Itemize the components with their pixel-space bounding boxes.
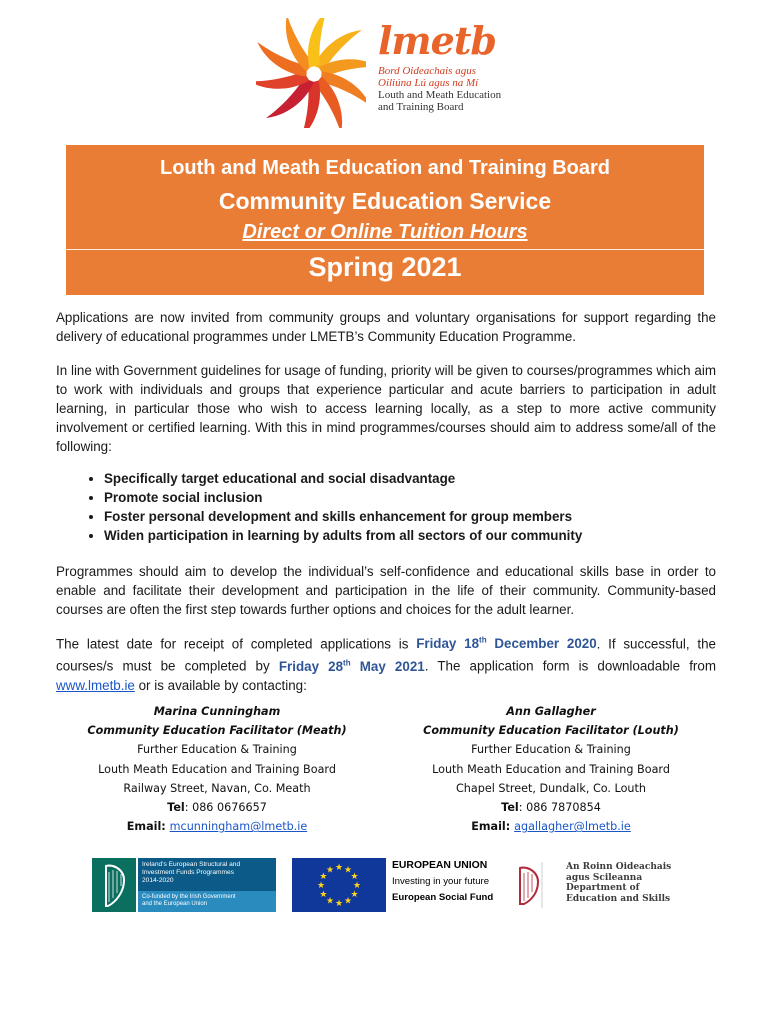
banner-divider bbox=[66, 249, 704, 250]
star-icon: ★ bbox=[319, 889, 328, 899]
contact-department: Further Education & Training bbox=[137, 743, 297, 757]
sunburst-icon bbox=[256, 18, 366, 128]
title-banner bbox=[66, 145, 704, 295]
star-icon: ★ bbox=[343, 864, 353, 875]
contact-organisation: Louth Meath Education and Training Board bbox=[432, 762, 670, 776]
esif-cofunded-text: Co-funded by the Irish Government and the European Union bbox=[138, 891, 276, 912]
contact-email: Email: mcunningham@lmetb.ie bbox=[126, 820, 308, 834]
banner-service: Community Education Service bbox=[218, 188, 552, 214]
lmetb-logo bbox=[256, 18, 526, 128]
logo-english-line-2: and Training Board bbox=[378, 101, 464, 113]
contact-role: Community Education Facilitator (Meath) bbox=[87, 724, 347, 738]
contact-email: Email: agallagher@lmetb.ie bbox=[471, 820, 631, 834]
eu-text: EUROPEAN UNION Investing in your future European Social Fund bbox=[392, 860, 494, 903]
contact-address: Chapel Street, Dundalk, Co. Louth bbox=[456, 781, 646, 795]
programmes-paragraph: Programmes should aim to develop the individual’s self-confidence and educational skills base in order to enable and facilitate their development and participation in the life of their community. Community-based courses are often the first step towards further options and choices for the adult learner. bbox=[56, 564, 716, 617]
list-item: • Foster personal development and skills enhancement for group members bbox=[104, 507, 744, 526]
completion-deadline: Friday 28th May 2021 bbox=[278, 658, 425, 674]
banner-term: Spring 2021 bbox=[308, 252, 462, 282]
star-icon: ★ bbox=[350, 871, 359, 881]
esif-logo bbox=[92, 858, 276, 912]
star-icon: ★ bbox=[334, 898, 344, 908]
banner-organisation: Louth and Meath Education and Training Board bbox=[160, 157, 610, 179]
deadline-text: or is available by contacting: bbox=[134, 677, 307, 693]
star-icon: ★ bbox=[325, 895, 335, 906]
email-link[interactable]: mcunningham@lmetb.ie bbox=[169, 820, 308, 834]
list-item: • Widen participation in learning by adults from all sectors of our community bbox=[104, 526, 744, 545]
email-link[interactable]: agallagher@lmetb.ie bbox=[514, 820, 631, 834]
deadline-text: . The application form is downloadable from bbox=[424, 658, 716, 674]
deadline-text: . If successful, the courses/s must be completed by bbox=[56, 636, 716, 674]
star-icon: ★ bbox=[352, 880, 362, 890]
department-text: An Roinn Oideachais agus Scileanna Department of Education and Skills bbox=[566, 862, 672, 904]
aims-list bbox=[56, 469, 744, 545]
eu-flag-icon bbox=[292, 858, 386, 912]
contact-name: Ann Gallagher bbox=[506, 705, 596, 718]
logo-wordmark: lmetb bbox=[378, 18, 496, 63]
application-deadline: Friday 18th December 2020 bbox=[416, 636, 597, 652]
harp-icon bbox=[512, 858, 560, 912]
eu-logo bbox=[292, 858, 500, 912]
contact-louth bbox=[406, 702, 696, 836]
contact-address: Railway Street, Navan, Co. Meath bbox=[123, 781, 311, 795]
list-item: • Specifically target educational and social disadvantage bbox=[104, 469, 744, 488]
deadline-paragraph bbox=[56, 631, 716, 695]
department-logo bbox=[512, 858, 678, 912]
priority-paragraph: In line with Government guidelines for usage of funding, priority will be given to courses/programmes which aim to work with individuals and groups that experience particular and acute barriers to participation in adult learning, in particular those who wish to access learning locally, as a step to more active community involvement or certified learning. With this in mind programmes/courses should aim to address some/all of the following: bbox=[56, 363, 716, 454]
logo-english-line-1: Louth and Meath Education bbox=[378, 89, 502, 101]
website-link[interactable]: www.lmetb.ie bbox=[56, 677, 135, 693]
star-icon: ★ bbox=[319, 871, 328, 881]
contact-phone: Tel: 086 0676657 bbox=[167, 801, 267, 815]
contact-name: Marina Cunningham bbox=[153, 705, 281, 718]
star-icon: ★ bbox=[325, 864, 335, 875]
star-icon: ★ bbox=[350, 889, 359, 899]
intro-paragraph: Applications are now invited from community groups and voluntary organisations for support regarding the delivery of educational programmes under LMETB’s Community Education Programme. bbox=[56, 310, 716, 344]
logo-irish-line-1: Bord Oideachais agus bbox=[378, 65, 476, 77]
harp-icon bbox=[92, 858, 136, 912]
banner-subtitle: Direct or Online Tuition Hours bbox=[242, 221, 528, 243]
logo-irish-line-2: Oiliúna Lú agus na Mí bbox=[378, 77, 479, 89]
contact-role: Community Education Facilitator (Louth) bbox=[423, 724, 679, 738]
deadline-text: The latest date for receipt of completed applications is bbox=[56, 636, 417, 652]
esif-text: Ireland’s European Structural and Investment Funds Programmes 2014-2020 bbox=[138, 858, 276, 912]
contact-phone: Tel: 086 7870854 bbox=[501, 801, 601, 815]
contact-organisation: Louth Meath Education and Training Board bbox=[98, 762, 336, 776]
contact-department: Further Education & Training bbox=[471, 743, 631, 757]
star-icon: ★ bbox=[316, 880, 326, 890]
star-icon: ★ bbox=[343, 895, 353, 906]
contact-meath bbox=[72, 702, 362, 836]
list-item: • Promote social inclusion bbox=[104, 488, 744, 507]
star-icon: ★ bbox=[334, 862, 344, 872]
